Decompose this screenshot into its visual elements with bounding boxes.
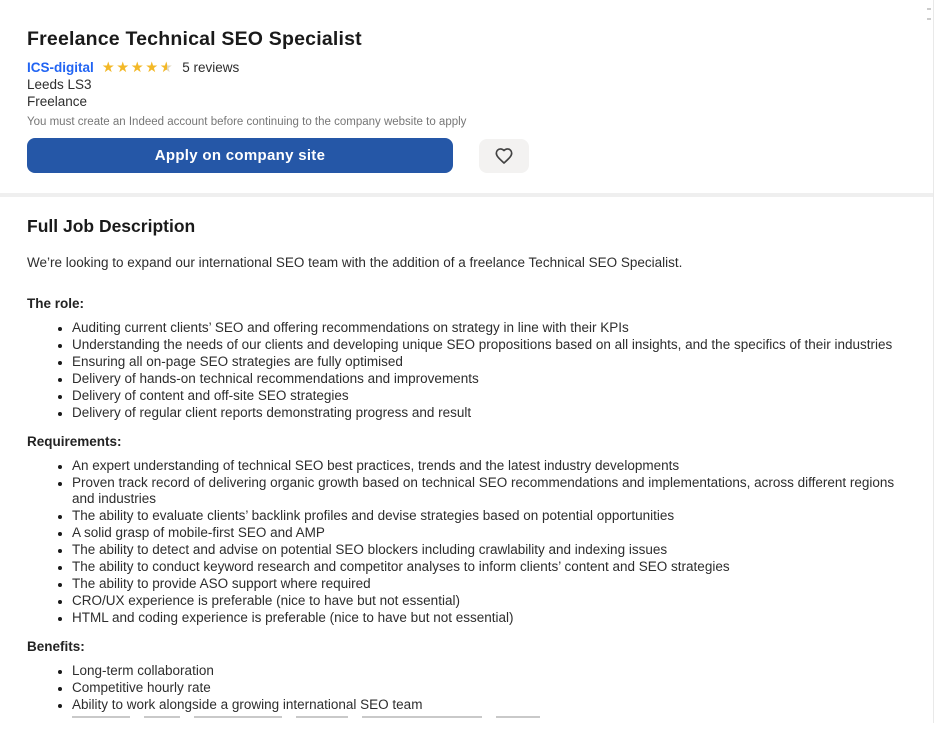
star-full-icon: ★ [101,59,117,76]
job-description [0,208,939,725]
list-item: • Ensuring all on-page SEO strategies are fully optimised [72,354,912,370]
section-label: Benefits: [27,639,85,654]
section-divider [0,193,933,197]
list-item: • Competitive hourly rate [72,680,912,696]
job-section [27,638,912,724]
list-item: • An expert understanding of technical SEO best practices, trends and the latest industry developments [72,458,912,474]
list-item: • The ability to evaluate clients’ backlink profiles and devise strategies based on potential opportunities [72,508,912,524]
list-item: • Delivery of regular client reports demonstrating progress and result [72,405,912,421]
reviews-link[interactable]: 5 reviews [182,60,240,75]
list-item: • Understanding the needs of our clients and developing unique SEO propositions based on all insights, and the specifics of their industries [72,337,912,353]
rating-stars[interactable] [102,61,175,76]
save-job-button[interactable] [479,139,529,173]
list-item: • CRO/UX experience is preferable (nice to have but not essential) [72,593,912,609]
job-type: Freelance [27,93,88,109]
list-item: • The ability to detect and advise on potential SEO blockers including crawlability and indexing issues [72,542,912,558]
heart-icon [493,146,515,166]
section-label: Requirements: [27,434,122,449]
list-item: • Proven track record of delivering organic growth based on technical SEO recommendations and implementations, across different regions and industries [72,475,912,507]
star-half-icon: ★ [159,59,175,76]
list-item: • Ability to work alongside a growing international SEO team [72,697,912,713]
section-label: The role: [27,296,85,311]
section-list [27,320,912,421]
company-rating-row [27,60,912,76]
job-title: Freelance Technical SEO Specialist [27,28,362,50]
star-full-icon: ★ [130,59,146,76]
apply-button[interactable]: Apply on company site [27,138,453,173]
scrollbar-artifact [927,8,931,10]
job-intro: We’re looking to expand our international SEO team with the addition of a freelance Technical SEO Specialist. [27,255,683,270]
list-item: • The ability to provide ASO support where required [72,576,912,592]
company-link[interactable]: ICS-digital [27,60,94,75]
star-full-icon: ★ [145,59,160,76]
list-item: • The ability to conduct keyword research and competitor analyses to inform clients’ content and SEO strategies [72,559,912,575]
apply-disclaimer: You must create an Indeed account before continuing to the company website to apply [27,116,467,128]
job-sections [27,295,912,724]
full-job-description-heading: Full Job Description [27,216,196,236]
section-list [27,663,912,724]
job-header [0,0,939,173]
list-item: • Delivery of content and off-site SEO strategies [72,388,912,404]
job-section [27,295,912,421]
scrollbar-track[interactable] [933,0,934,723]
scrollbar-artifact [927,18,931,20]
list-item: • Long-term collaboration [72,663,912,679]
list-item: • A solid grasp of mobile-first SEO and AMP [72,525,912,541]
list-item: • Auditing current clients’ SEO and offering recommendations on strategy in line with their KPIs [72,320,912,336]
star-full-icon: ★ [116,59,131,76]
actions-row [27,138,912,173]
list-item: • Delivery of hands-on technical recommendations and improvements [72,371,912,387]
list-item: • HTML and coding experience is preferable (nice to have but not essential) [72,610,912,626]
job-section [27,433,912,626]
section-list [27,458,912,626]
job-location: Leeds LS3 [27,77,92,92]
